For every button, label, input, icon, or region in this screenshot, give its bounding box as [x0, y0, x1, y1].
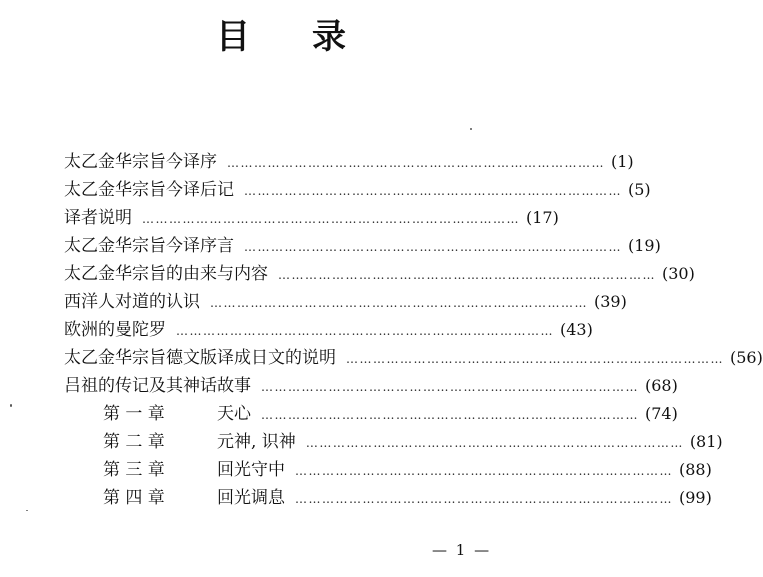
- dot-leader: …………………………………………………………………………: [142, 212, 520, 226]
- dot-leader: …………………………………………………………………………: [261, 380, 639, 394]
- toc-entry-page: (74): [645, 404, 678, 423]
- toc-entry-label: 欧洲的曼陀罗: [64, 320, 166, 340]
- scan-speck: [470, 128, 472, 130]
- toc-entry[interactable]: [64, 344, 763, 372]
- chapter-number: 第 一 章: [103, 404, 165, 424]
- toc-entry-page: (5): [628, 180, 651, 199]
- toc-entry-page: (19): [628, 236, 661, 255]
- toc-entry-label: 太乙金华宗旨今译后记: [64, 180, 234, 200]
- toc-entry[interactable]: [64, 204, 559, 232]
- dot-leader: …………………………………………………………………………: [295, 492, 673, 506]
- dot-leader: …………………………………………………………………………: [346, 352, 724, 366]
- toc-entry-page: (17): [526, 208, 559, 227]
- scan-speck: [26, 510, 28, 511]
- toc-entry-page: (56): [730, 348, 763, 367]
- toc-entry[interactable]: [64, 288, 627, 316]
- dot-leader: …………………………………………………………………………: [176, 324, 554, 338]
- toc-entry-label: 太乙金华宗旨今译序言: [64, 236, 234, 256]
- dot-leader: …………………………………………………………………………: [210, 296, 588, 310]
- toc-entry-label: 太乙金华宗旨今译序: [64, 152, 217, 172]
- toc-entry[interactable]: [64, 176, 651, 204]
- toc-entry[interactable]: [64, 232, 661, 260]
- toc-chapter-entry[interactable]: [103, 400, 678, 428]
- toc-entry-page: (30): [662, 264, 695, 283]
- title-char-2: 录: [312, 17, 346, 57]
- toc-entry[interactable]: [64, 148, 634, 176]
- toc-entry-label: 太乙金华宗旨的由来与内容: [64, 264, 268, 284]
- toc-entry-page: (81): [689, 432, 723, 451]
- toc-entry-page: (68): [645, 376, 678, 395]
- toc-entry-page: (88): [679, 460, 712, 479]
- dot-leader: …………………………………………………………………………: [244, 184, 622, 198]
- page-number: — 1 —: [432, 541, 492, 559]
- toc-entry-label: 译者说明: [64, 208, 132, 228]
- toc-entry-label: 元神, 识神: [217, 432, 296, 452]
- dot-leader: …………………………………………………………………………: [295, 464, 673, 478]
- toc-entry[interactable]: [64, 260, 695, 288]
- scan-speck: [10, 404, 12, 407]
- title-char-1: 目: [216, 17, 250, 57]
- toc-entry-label: 天心: [217, 404, 251, 424]
- toc-entry-label: 吕祖的传记及其神话故事: [64, 376, 251, 396]
- dot-leader: …………………………………………………………………………: [305, 436, 684, 450]
- chapter-number: 第 四 章: [103, 488, 165, 508]
- toc-entry-page: (99): [679, 488, 712, 507]
- toc-entry-page: (39): [594, 292, 627, 311]
- dot-leader: …………………………………………………………………………: [261, 408, 639, 422]
- toc-entry[interactable]: [64, 316, 593, 344]
- toc-chapter-entry[interactable]: [103, 456, 712, 484]
- toc-entry-label: 西洋人对道的认识: [64, 292, 200, 312]
- chapter-number: 第 二 章: [103, 432, 165, 452]
- toc-chapter-entry[interactable]: [103, 484, 712, 512]
- toc-chapter-entry[interactable]: [103, 428, 723, 456]
- dot-leader: …………………………………………………………………………: [244, 240, 622, 254]
- toc-entry-label: 太乙金华宗旨德文版译成日文的说明: [64, 348, 336, 368]
- toc-entry-page: (43): [560, 320, 593, 339]
- toc-entry-page: (1): [611, 152, 634, 171]
- toc-entry-label: 回光守中: [217, 460, 285, 480]
- toc-entry[interactable]: [64, 372, 678, 400]
- dot-leader: …………………………………………………………………………: [227, 156, 605, 170]
- toc-entry-label: 回光调息: [217, 488, 285, 508]
- page-title: [0, 14, 562, 60]
- chapter-number: 第 三 章: [103, 460, 165, 480]
- dot-leader: …………………………………………………………………………: [278, 268, 656, 282]
